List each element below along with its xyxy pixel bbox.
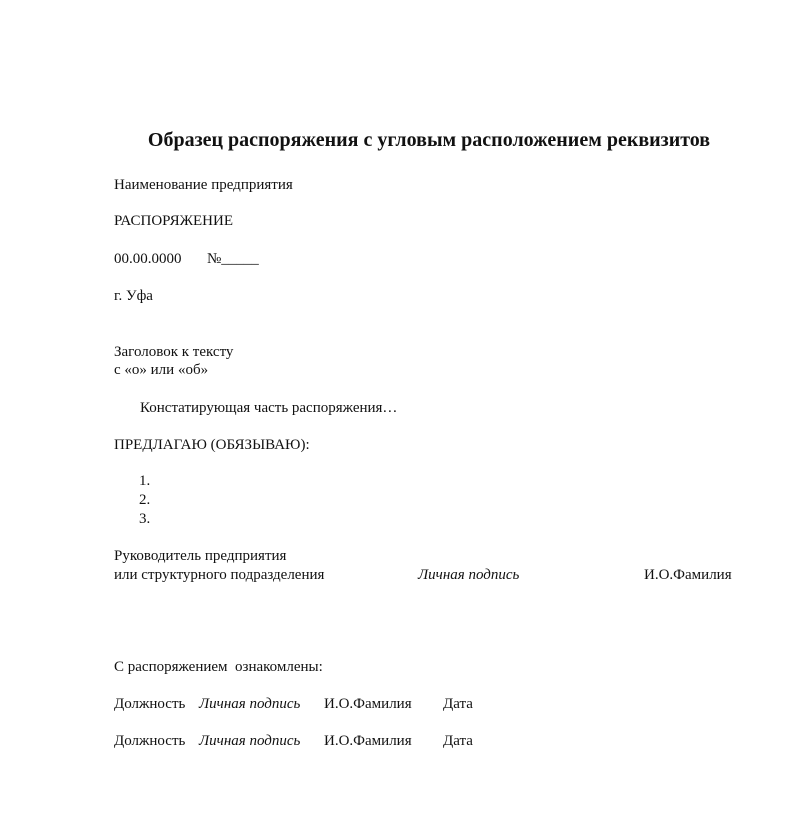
acquainted-name: И.О.Фамилия (324, 733, 412, 749)
list-item: 3. (139, 511, 151, 527)
heading-line-1: Заголовок к тексту (114, 344, 234, 360)
signer-line-2: или структурного подразделения (114, 567, 325, 583)
signer-name: И.О.Фамилия (644, 567, 732, 583)
statement-text: Констатирующая часть распоряжения… (140, 400, 398, 416)
acquainted-name: И.О.Фамилия (324, 696, 412, 712)
acquainted-title: С распоряжением ознакомлены: (114, 659, 323, 675)
city: г. Уфа (114, 288, 153, 304)
heading-line-2: с «о» или «об» (114, 362, 209, 378)
acquainted-date: Дата (443, 696, 473, 712)
acquainted-position: Должность (114, 733, 186, 749)
list-item: 1. (139, 473, 151, 489)
list-item: 2. (139, 492, 151, 508)
acquainted-date: Дата (443, 733, 473, 749)
doc-number: №_____ (207, 251, 259, 267)
acquainted-signature: Личная подпись (199, 696, 301, 712)
signer-signature: Личная подпись (418, 567, 520, 583)
doc-type: РАСПОРЯЖЕНИЕ (114, 213, 234, 229)
order-word: ПРЕДЛАГАЮ (ОБЯЗЫВАЮ): (114, 437, 310, 453)
company-name: Наименование предприятия (114, 177, 293, 193)
document-title: Образец распоряжения с угловым расположением реквизитов (147, 129, 711, 151)
acquainted-position: Должность (114, 696, 186, 712)
acquainted-signature: Личная подпись (199, 733, 301, 749)
doc-date: 00.00.0000 (114, 251, 182, 267)
signer-line-1: Руководитель предприятия (114, 548, 287, 564)
